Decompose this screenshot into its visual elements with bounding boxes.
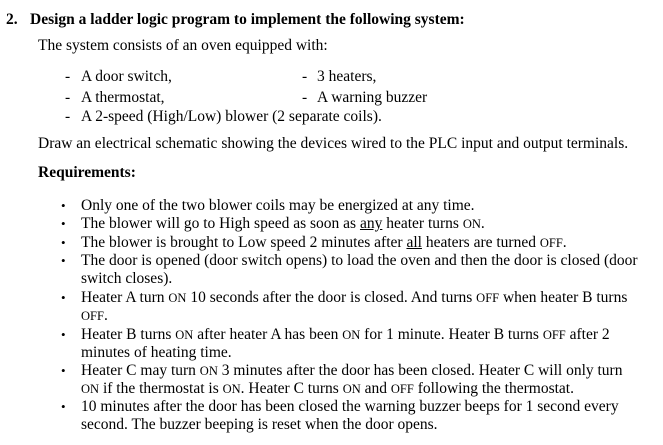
- schematic-instruction: Draw an electrical schematic showing the devices wired to the PLC input and output terminals.: [38, 135, 629, 152]
- bullet-marker: •: [61, 253, 66, 268]
- bullet-marker: •: [61, 235, 66, 250]
- component-buzzer: A warning buzzer: [317, 89, 428, 106]
- bullet-marker: •: [61, 216, 66, 231]
- requirements-heading: Requirements:: [38, 164, 136, 181]
- bullet-marker: •: [61, 363, 66, 378]
- bullet-marker: •: [61, 399, 66, 414]
- requirement-door-line2: switch closes).: [81, 270, 173, 287]
- dash-marker: -: [65, 108, 71, 125]
- requirement-blower-low: The blower is brought to Low speed 2 minutes after all heaters are turned OFF.: [81, 234, 567, 251]
- requirement-buzzer-line2: second. The buzzer beeping is reset when the door opens.: [81, 416, 438, 433]
- component-door-switch: A door switch,: [81, 68, 172, 85]
- intro-text: The system consists of an oven equipped with:: [38, 37, 328, 54]
- bullet-marker: •: [61, 198, 66, 213]
- dash-marker: -: [65, 89, 71, 106]
- dash-marker: -: [65, 68, 71, 85]
- requirement-buzzer-line1: 10 minutes after the door has been closed the warning buzzer beeps for 1 second every: [81, 398, 619, 415]
- dash-marker: -: [302, 89, 308, 106]
- question-number: 2.: [6, 11, 18, 28]
- requirement-heater-b-line1: Heater B turns ON after heater A has been ON for 1 minute. Heater B turns OFF after 2: [81, 326, 610, 343]
- requirement-blower-high: The blower will go to High speed as soon as any heater turns ON.: [81, 215, 485, 232]
- dash-marker: -: [302, 68, 308, 85]
- requirement-heater-c-line1: Heater C may turn ON 3 minutes after the door has been closed. Heater C will only turn: [81, 362, 623, 379]
- bullet-marker: •: [61, 290, 66, 305]
- requirement-heater-a-line1: Heater A turn ON 10 seconds after the door is closed. And turns OFF when heater B turns: [81, 289, 628, 306]
- requirement-heater-b-line2: minutes of heating time.: [81, 344, 232, 361]
- requirement-heater-c-line2: ON if the thermostat is ON. Heater C turns ON and OFF following the thermostat.: [81, 380, 574, 397]
- question-title: Design a ladder logic program to implement the following system:: [30, 11, 465, 28]
- component-heaters: 3 heaters,: [317, 68, 377, 85]
- component-thermostat: A thermostat,: [81, 89, 165, 106]
- requirement-door-line1: The door is opened (door switch opens) to load the oven and then the door is closed (door: [81, 252, 638, 269]
- requirement-heater-a-line2: OFF.: [81, 307, 108, 324]
- component-blower: A 2-speed (High/Low) blower (2 separate coils).: [81, 108, 382, 125]
- bullet-marker: •: [61, 327, 66, 342]
- requirement-blower-exclusive: Only one of the two blower coils may be energized at any time.: [81, 197, 475, 214]
